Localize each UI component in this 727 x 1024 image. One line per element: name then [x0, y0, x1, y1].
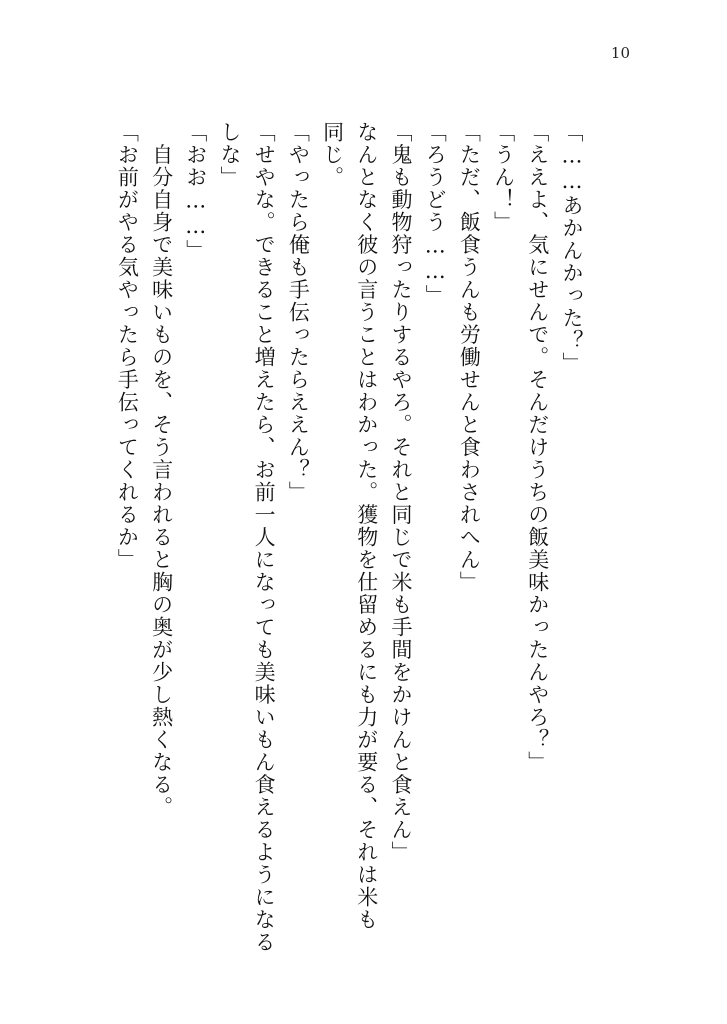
text-line: 自分自身で美味いものを、そう言われると胸の奥が少し熱くなる。: [149, 121, 174, 819]
text-line: 「……あかんかった？」: [560, 121, 584, 375]
text-line: 「やったら俺も手伝ったらええん？」: [286, 121, 311, 504]
text-line: なんとなく彼の言うことはわかった。獲物を仕留めるにも力が要る、それは米も: [354, 121, 379, 931]
text-line: 「おお……」: [183, 121, 208, 262]
text-line: 「ただ、飯食うんも労働せんと食わされへん」: [457, 121, 482, 594]
page-number: 10: [610, 44, 630, 62]
text-line: 「ええよ、気にせんで。そんだけうちの飯美味かったんやろ？」: [525, 121, 550, 774]
text-line: 「うん！」: [491, 121, 516, 234]
text-line: 「鬼も動物狩ったりするやろ。それと同じで米も手間をかけんと食えん」: [388, 121, 413, 864]
text-line: しな」: [217, 121, 242, 189]
text-line: 同じ。: [320, 121, 345, 189]
vertical-text-body: [110, 121, 589, 961]
text-line: 「せやな。できること増えたら、お前一人になっても美味いもん食えるようになる: [252, 121, 277, 954]
text-line: 「お前がやる気やったら手伝ってくれるか」: [115, 121, 140, 571]
text-line: 「ろうどう……」: [423, 121, 448, 307]
